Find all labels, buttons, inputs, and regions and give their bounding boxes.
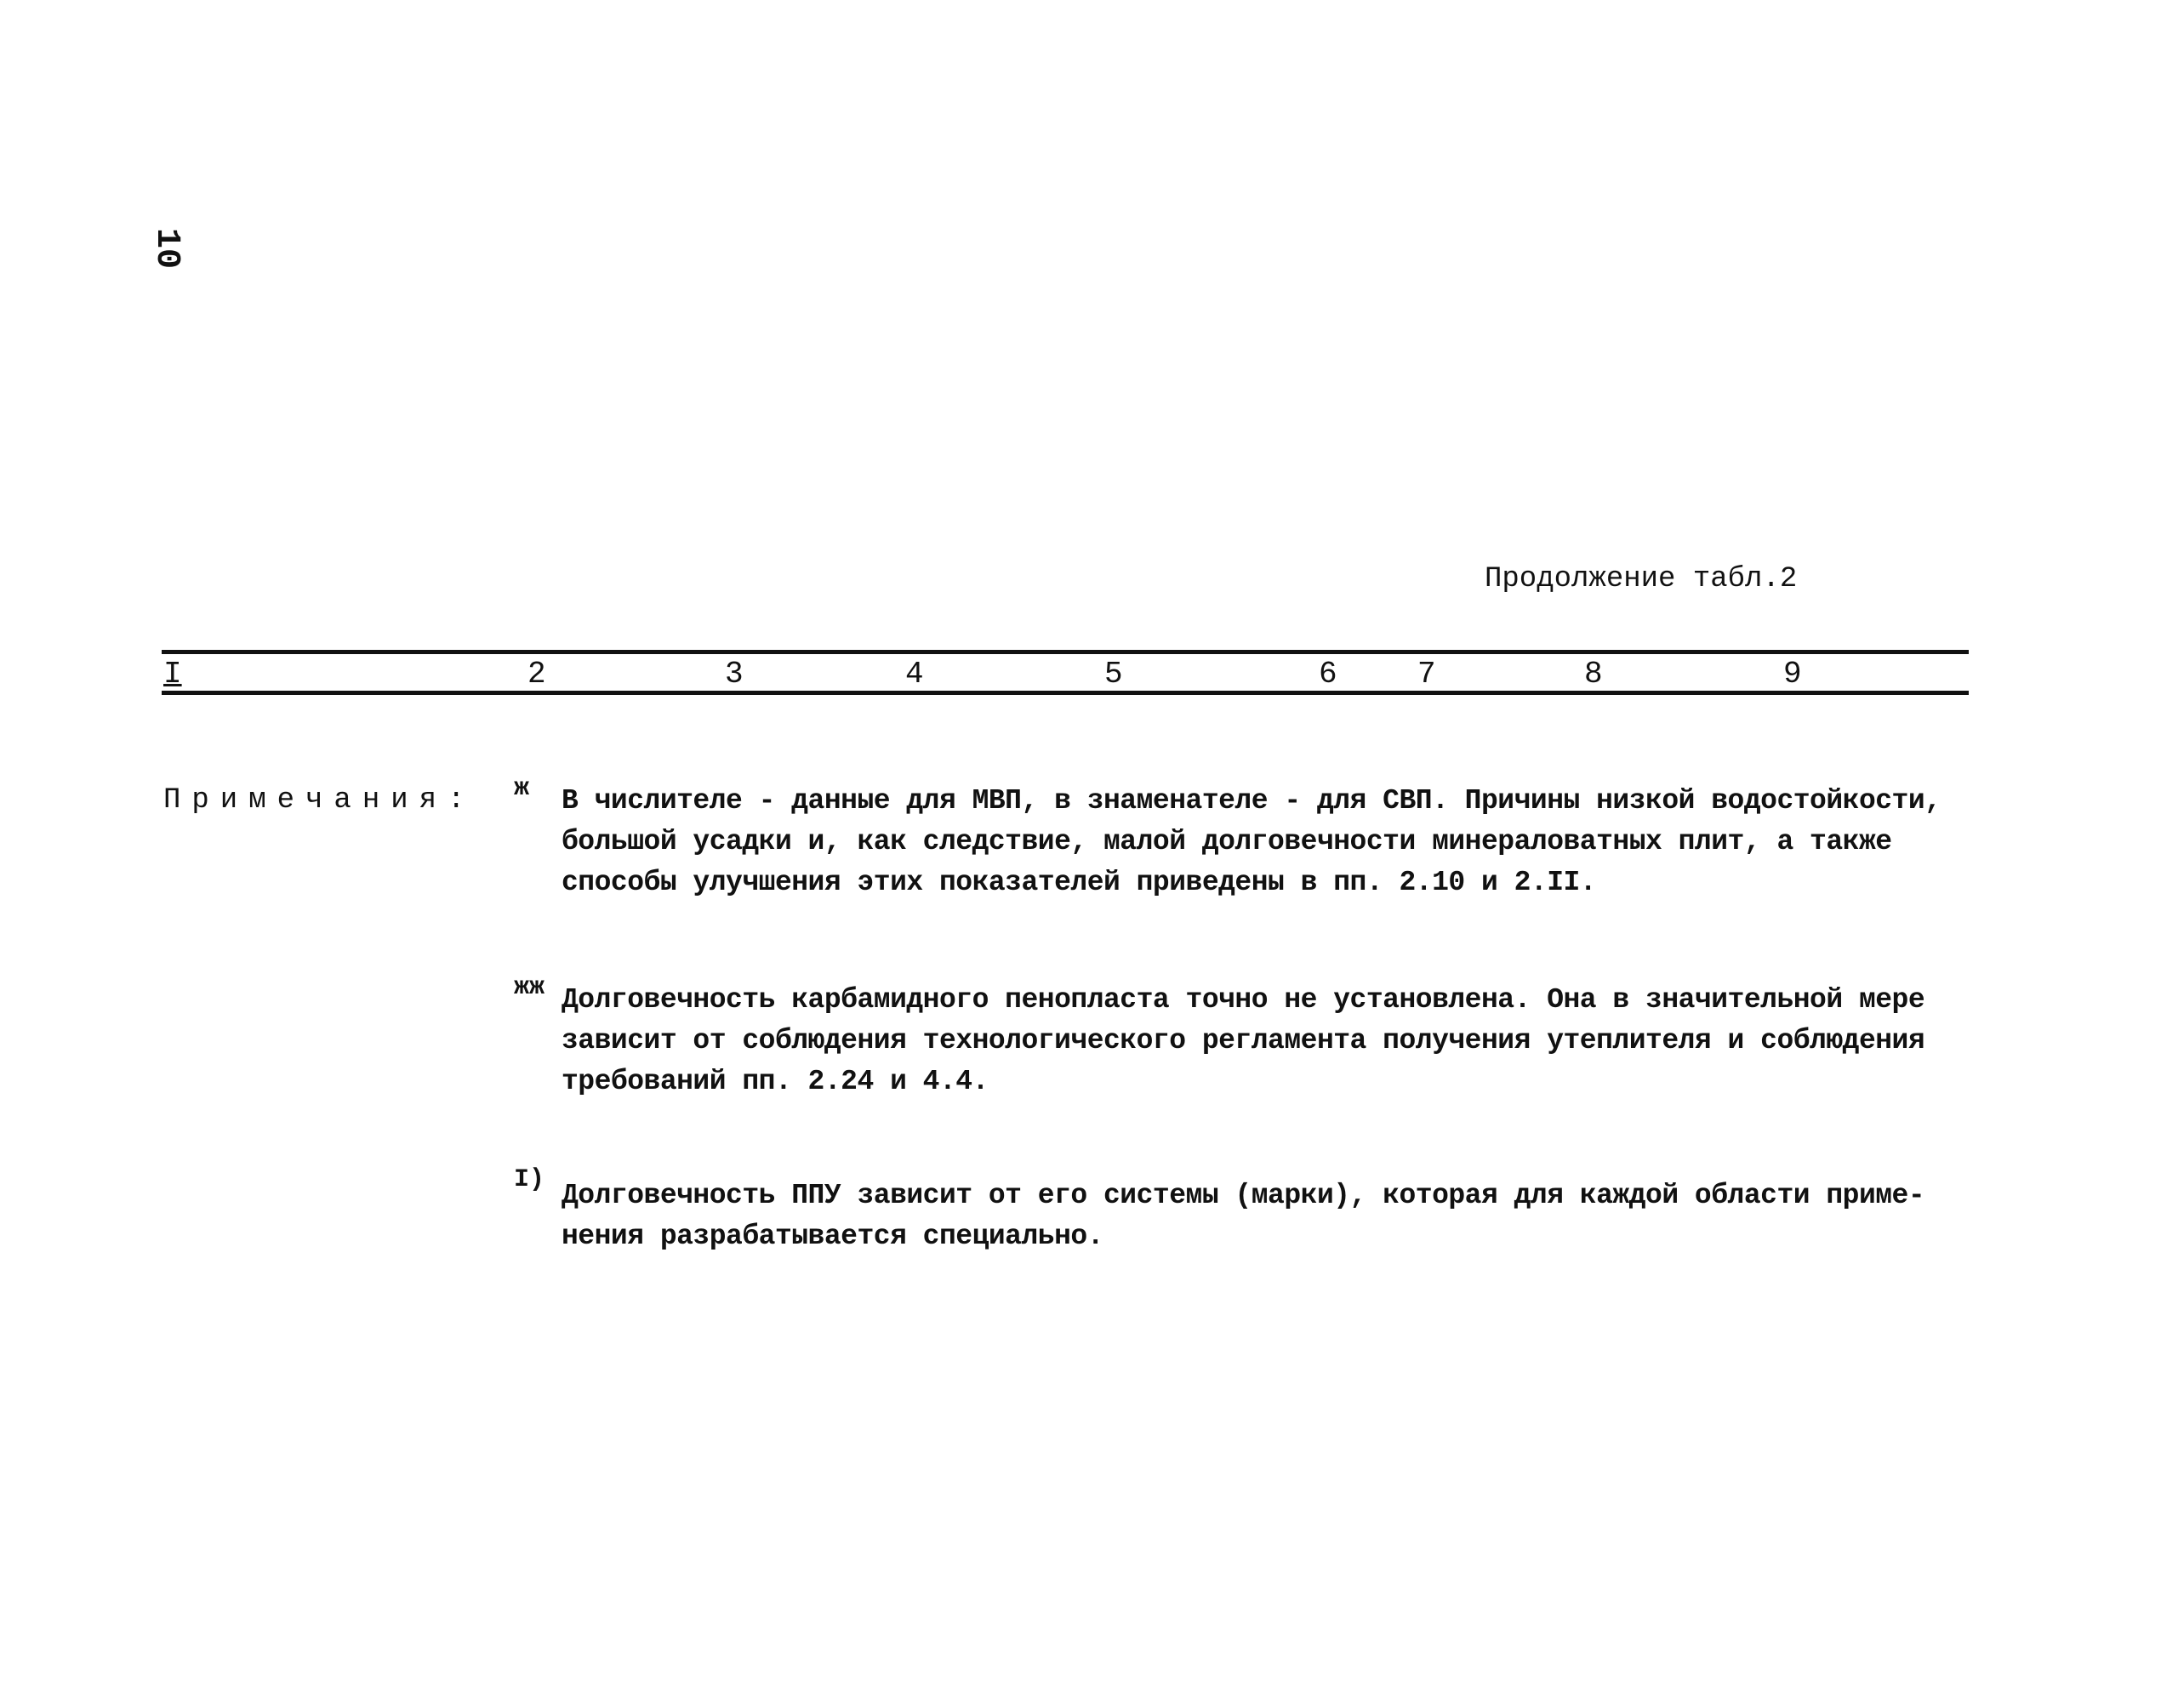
note-3-line-1: Долговечность ППУ зависит от его системы (марки), которая для каждой области приме- bbox=[562, 1180, 1925, 1211]
note-2-line-1: Долговечность карбамидного пенопласта точно не установлена. Она в значительной мере bbox=[562, 984, 1925, 1016]
note-2-line-2: зависит от соблюдения технологического регламента получения утеплителя и соблюдения bbox=[562, 1025, 1925, 1056]
note-1 bbox=[562, 781, 1957, 903]
note-marker-2: жж bbox=[514, 973, 545, 1002]
column-number-8: 8 bbox=[1584, 657, 1603, 692]
column-number-9: 9 bbox=[1783, 657, 1802, 692]
page-number: 10 bbox=[147, 227, 185, 269]
column-number-4: 4 bbox=[905, 657, 924, 692]
notes-label: Примечания: bbox=[163, 784, 476, 817]
note-marker-1: ж bbox=[514, 774, 530, 803]
note-3-line-2: нения разрабатывается специально. bbox=[562, 1221, 1104, 1252]
note-2 bbox=[562, 980, 1957, 1102]
table-bottom-rule bbox=[162, 691, 1969, 695]
column-number-5: 5 bbox=[1104, 657, 1123, 692]
note-2-line-3: требований пп. 2.24 и 4.4. bbox=[562, 1066, 989, 1097]
column-number-3: 3 bbox=[725, 657, 744, 692]
note-3 bbox=[562, 1176, 1957, 1257]
column-number-1: I bbox=[163, 657, 182, 692]
table-top-rule bbox=[162, 650, 1969, 654]
note-1-line-1: В числителе - данные для МВП, в знаменателе - для СВП. Причины низкой водостойкости, bbox=[562, 785, 1941, 817]
table-caption: Продолжение табл.2 bbox=[1485, 563, 1798, 595]
column-number-6: 6 bbox=[1319, 657, 1337, 692]
note-1-line-2: большой усадки и, как следствие, малой долговечности минераловатных плит, а также bbox=[562, 826, 1892, 857]
column-number-2: 2 bbox=[527, 657, 546, 692]
note-1-line-3: способы улучшения этих показателей приведены в пп. 2.10 и 2.II. bbox=[562, 867, 1597, 898]
note-marker-3: I) bbox=[514, 1165, 545, 1194]
column-number-7: 7 bbox=[1417, 657, 1436, 692]
